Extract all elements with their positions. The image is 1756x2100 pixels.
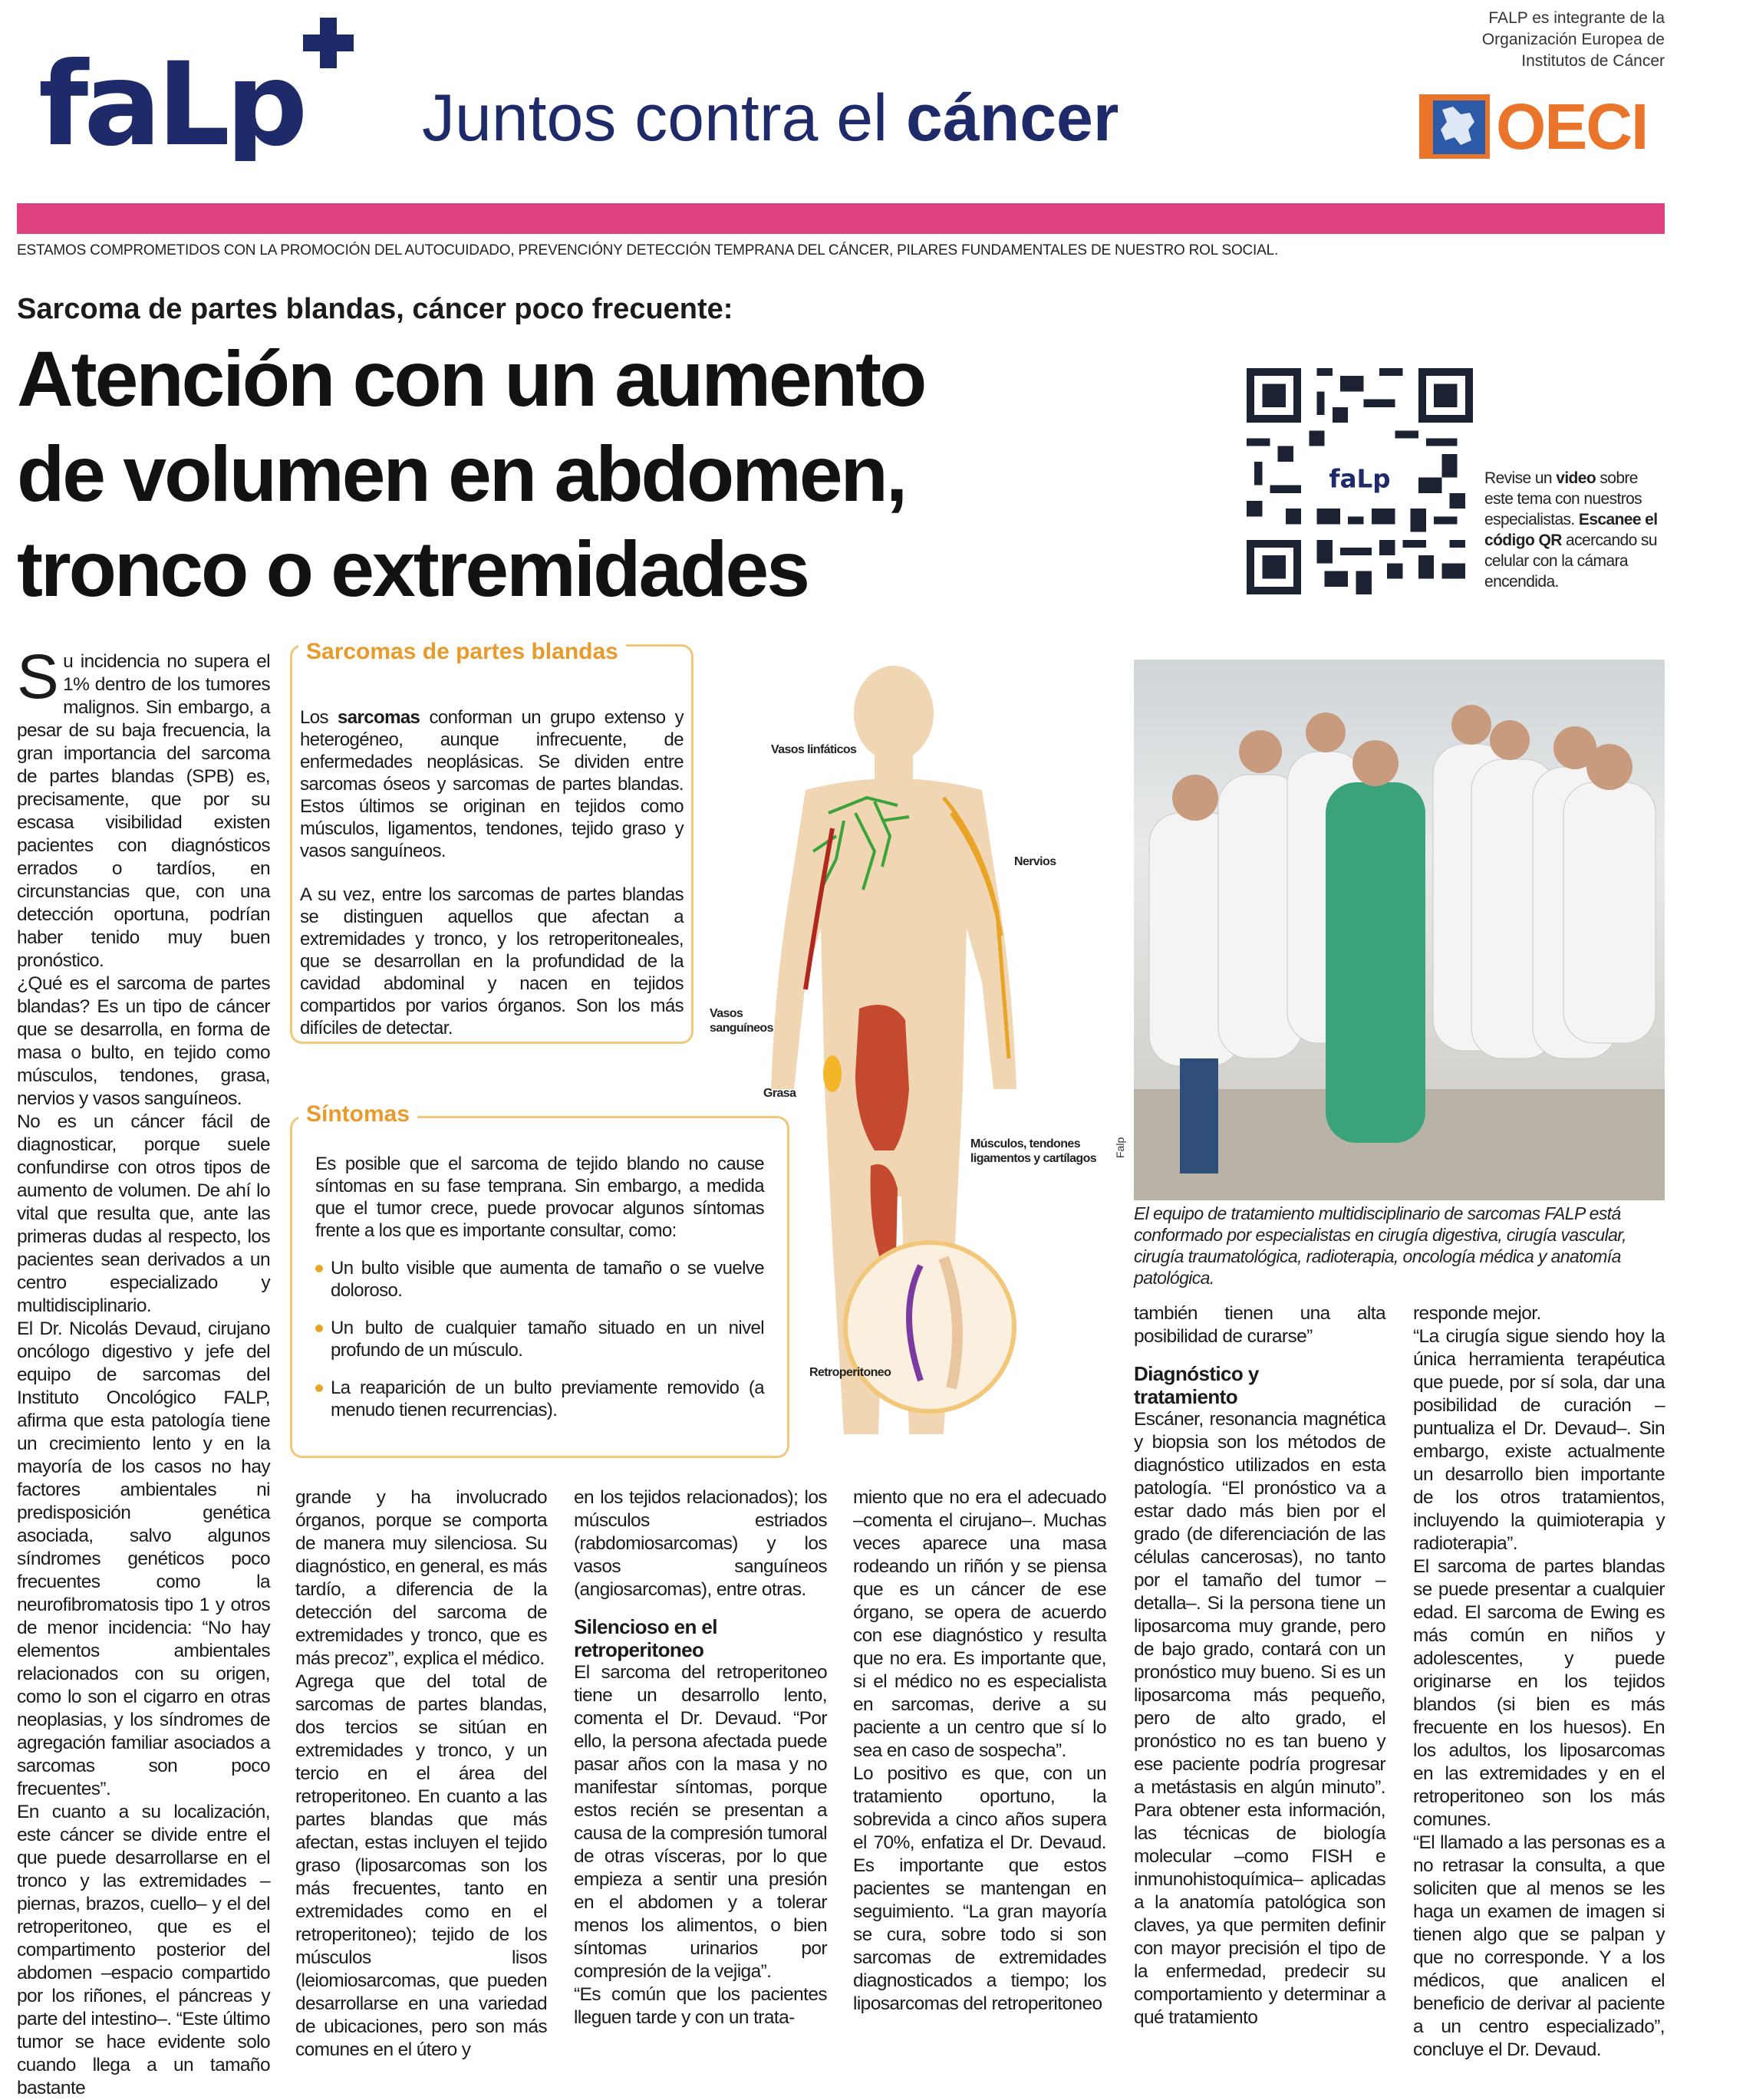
slogan-prefix: Juntos contra el	[422, 81, 888, 155]
col6-paragraph-2: “La cirugía sigue siendo hoy la única herramienta terapéutica que puede, por sí sola, dar una posibilidad de curación –puntualiza el Dr. Devaud–. Sin embargo, existe actualmente un desarrollo bien importante de los otros tratamientos, incluyendo la quimioterapia y radioterapia”.	[1413, 1326, 1665, 1554]
col4-paragraph-1: miento que no era el adecuado –comenta el cirujano–. Muchas veces aparece una masa rodeando un riñón y se piensa que es un cáncer de ese órgano, se opera de acuerdo con ese diagnóstico y resulta que no era. Es importante que, si el médico no es especialista en sarcomas, derive a su paciente a un centro que sí lo sea en caso de sospecha”.	[853, 1487, 1106, 1761]
qr-text-video: video	[1556, 469, 1596, 487]
column-5	[1134, 1302, 1385, 2029]
col3-paragraph-3: “Es común que los pacientes lleguen tarde y con un trata-	[574, 1984, 827, 2028]
kicker: Sarcoma de partes blandas, cáncer poco frecuente:	[17, 293, 733, 325]
team-photo-image	[1134, 660, 1665, 1200]
box1-paragraph-1	[300, 706, 684, 862]
symptom-text-1: Un bulto visible que aumenta de tamaño o se vuelve doloroso.	[331, 1258, 764, 1301]
col1-p1-text: u incidencia no supera el 1% dentro de los tumores malignos. Sin embargo, a pesar de su baja frecuencia, la gran importancia del sarcoma de partes blandas (SPB) es, precisamente, que por su escasa visibilidad existen pacientes con diagnósticos errados o tardíos, en circunstancias que, con una detección oportuna, podrían haber tenido muy buen pronóstico.	[17, 651, 270, 971]
symptom-text-3: La reaparición de un bulto previamente removido (a menudo tienen recurrencias).	[331, 1378, 764, 1420]
photo-credit: Falp	[1114, 1137, 1126, 1158]
col3-paragraph-1: en los tejidos relacionados); los músculos estriados (rabdomiosarcomas) y los vasos sanguíneos (angiosarcomas), entre otras.	[574, 1487, 827, 1600]
qr-text-3: Escanee el código QR	[1484, 511, 1658, 549]
col6-paragraph-1: responde mejor.	[1413, 1303, 1541, 1324]
col1-paragraph-5: En cuanto a su localización, este cáncer se divide entre el que puede desarrollarse en el tronco y las extremidades –piernas, brazos, cuello– y el del retroperitoneo, que es el compartimento posterior del abdomen –espacio compartido por los riñones, el páncreas y parte del intestino–. “Este último tumor se hace evidente solo cuando llega a un tamaño bastante	[17, 1802, 270, 2098]
qr-instructions	[1484, 468, 1669, 592]
team-photo	[1134, 660, 1665, 1200]
slogan-bold: cáncer	[906, 81, 1119, 155]
box1-p1-post: conforman un grupo extenso y heterogéneo, aunque infrecuente, de enfermedades neoplásicas. Se dividen entre sarcomas óseos y sarcomas de partes blandas. Estos últimos se originan en tejidos como músculos, ligamentos, tendones, tejido graso y vasos sanguíneos.	[300, 707, 684, 861]
qr-text-1: Revise un	[1484, 469, 1552, 487]
label-nervios: Nervios	[1014, 855, 1056, 868]
qr-text-2: sobre este tema con nuestros especialistas.	[1484, 469, 1642, 528]
column-1	[17, 642, 270, 2100]
bullet-dot-icon	[315, 1265, 323, 1272]
bullet-dot-icon	[315, 1325, 323, 1332]
col5-subhead: Diagnóstico y tratamiento	[1134, 1362, 1259, 1408]
box1-title: Sarcomas de partes blandas	[298, 639, 626, 665]
qr-text-4: acercando su celular con la cámara encendida.	[1484, 532, 1657, 591]
body-illustration	[690, 660, 1120, 1480]
label-musculos: Músculos, tendones ligamentos y cartílagos	[970, 1137, 1097, 1165]
col5-paragraph-2: Escáner, resonancia magnética y biopsia son los métodos de diagnóstico utilizados en esta patología. “El pronóstico va a estar dado más bien por el grado (de diferenciación de las células cancerosas), no tanto por el tamaño del tumor –detalla–. Si la persona tiene un liposarcoma muy grande, pero de bajo grado, contará con un pronóstico muy bueno. Si es un liposarcoma más pequeño, pero de alto grado, el pronóstico no es tan bueno y ese paciente podría progresar a metástasis en algún minuto”. Para obtener esta información, las técnicas de biología molecular –como FISH e inmunohistoquímica– aplicadas a la anatomía patológica son claves, ya que permiten definir con mayor precisión el tipo de la enfermedad, predecir su comportamiento y determinar a qué tratamiento	[1134, 1409, 1385, 2028]
col3-paragraph-2: El sarcoma del retroperitoneo tiene un desarrollo lento, comenta el Dr. Devaud. “Por ello, la persona afectada puede pasar años con la masa y no manifestar síntomas, porque estos recién se presentan a causa de la compresión tumoral de otras vísceras, por lo que empieza a sentir una presión en el abdomen y a tolerar menos los alimentos, o bien síntomas urinarios por compresión de la vejiga”.	[574, 1662, 827, 1982]
col2-paragraph-1: grande y ha involucrado órganos, porque se comporta de manera muy silenciosa. Su diagnóstico, en general, es más tardío, a diferencia de la detección del sarcoma de extremidades y tronco, que es más precoz”, explica el médico.	[295, 1487, 547, 1669]
oeci-logo	[1419, 92, 1665, 161]
col6-paragraph-4: “El llamado a las personas es a no retrasar la consulta, a que soliciten que al menos se les haga un examen de imagen si tienen algo que se palpan y que no corresponde. Y a los médicos, que analicen el beneficio de derivar al paciente a un centro especializado”, concluye el Dr. Devaud.	[1413, 1832, 1665, 2060]
oeci-europe-icon	[1419, 94, 1490, 159]
col3-subhead: Silencioso en el retroperitoneo	[574, 1615, 717, 1661]
column-4	[853, 1486, 1106, 2016]
column-6	[1413, 1302, 1665, 2062]
col1-paragraph-4: El Dr. Nicolás Devaud, cirujano oncólogo digestivo y jefe del equipo de sarcomas del Instituto Oncológico FALP, afirma que esta patología tiene un crecimiento lento y en la mayoría de los casos no hay factores ambientales ni predisposición genética asociada, salvo algunos síndromes genéticos poco frecuentes como la neurofibromatosis tipo 1 y otros de menor incidencia: “No hay elementos ambientales relacionados con su origen, como lo son el cigarro en otras neoplasias, y los síndromes de agregación familiar asociados a sarcomas son poco frecuentes”.	[17, 1318, 270, 1799]
svg-text:faLp: faLp	[38, 38, 304, 161]
oeci-note: FALP es integrante de la Organización Europea de Institutos de Cáncer	[1481, 9, 1665, 70]
slogan	[422, 81, 1119, 156]
box1-text	[300, 706, 684, 1039]
photo-caption: El equipo de tratamiento multidisciplinario de sarcomas FALP está conformado por especialistas en cirugía digestiva, cirugía vascular, cirugía traumatológica, radioterapia, oncología médica y anatomía patológica.	[1134, 1203, 1626, 1288]
label-grasa: Grasa	[763, 1087, 796, 1100]
col6-paragraph-3: El sarcoma de partes blandas se puede presentar a cualquier edad. El sarcoma de Ewing es más común en niños y adolescentes, y puede originarse en los tejidos blandos (si bien es más frecuente en los huesos). En los adultos, los liposarcomas en las extremidades y en el retroperitoneo son los más comunes.	[1413, 1556, 1665, 1830]
tagline: ESTAMOS COMPROMETIDOS CON LA PROMOCIÓN DEL AUTOCUIDADO, PREVENCIÓNY DETECCIÓN TEMPRANA DEL CÁNCER, PILARES FUNDAMENTALES DE NUESTRO ROL SOCIAL.	[17, 242, 1279, 258]
headline: Atención con un aumento de volumen en abdomen, tronco o extremidades	[17, 335, 925, 613]
falp-cross-icon	[38, 8, 399, 161]
box2-title: Síntomas	[298, 1101, 417, 1127]
fat-tissue	[823, 1055, 842, 1092]
qr-code-icon	[1247, 368, 1473, 594]
infographic-box-sarcomas	[290, 639, 694, 1044]
pink-divider	[17, 203, 1665, 234]
svg-text:faLp: faLp	[1329, 464, 1391, 494]
label-vasos-sanguineos: Vasos sanguíneos	[710, 1007, 773, 1035]
col2-paragraph-2: Agrega que del total de sarcomas de partes blandas, dos tercios se sitúan en extremidades y tronco, y un tercio en el área del retroperitoneo. En cuanto a las partes blandas que más afectan, estas incluyen el tejido graso (liposarcomas son los más frecuentes, tanto en extremidades como en el retroperitoneo); tejido de los músculos lisos (leiomiosarcomas, que pueden desarrollarse en una variedad de ubicaciones, pero son más comunes en el útero y	[295, 1671, 547, 2060]
bullet-dot-icon	[315, 1384, 323, 1392]
column-3	[574, 1486, 827, 2029]
col1-paragraph-2: ¿Qué es el sarcoma de partes blandas? Es un tipo de cáncer que se desarrolla, en forma de masa o bulto, en tejido como músculos, tendones, grasa, nervios y vasos sanguíneos.	[17, 973, 270, 1109]
box1-p1-bold: sarcomas	[338, 707, 420, 728]
box1-paragraph-2: A su vez, entre los sarcomas de partes blandas se distinguen aquellos que afectan a extremidades y tronco, y los retroperitoneales, que se desarrollan en la profundidad de la cavidad abdominal y nacen en tejidos compartidos por varios órganos. Son los más difíciles de detectar.	[300, 884, 684, 1038]
falp-logo	[38, 8, 399, 161]
box2-intro: Es posible que el sarcoma de tejido blando no cause síntomas en su fase temprana. Sin embargo, a medida que el tumor crece, puede provocar algunos síntomas frente a los que es importante consultar, como:	[315, 1154, 764, 1241]
col5-paragraph-1: también tienen una alta posibilidad de curarse”	[1134, 1303, 1385, 1347]
oeci-logo-text: OECI	[1496, 90, 1648, 163]
retroperitoneum-detail	[845, 1243, 1014, 1411]
col4-paragraph-2: Lo positivo es que, con un tratamiento oportuno, la sobrevida a cinco años supera el 70%, enfatiza el Dr. Devaud. Es importante que estos pacientes se mantengan en seguimiento. “La gran mayoría se cura, sobre todo si son sarcomas de extremidades diagnosticados a tiempo; los liposarcomas del retroperitoneo	[853, 1763, 1106, 2014]
label-vasos-linfaticos: Vasos linfáticos	[771, 743, 857, 756]
qr-code[interactable]	[1247, 368, 1473, 594]
label-retroperitoneo: Retroperitoneo	[809, 1366, 891, 1379]
box1-p1-pre: Los	[300, 707, 328, 728]
symptom-text-2: Un bulto de cualquier tamaño situado en un nivel profundo de un músculo.	[331, 1318, 764, 1361]
col1-paragraph-1	[17, 642, 270, 973]
drop-cap: S	[17, 642, 59, 712]
col1-paragraph-3: No es un cáncer fácil de diagnosticar, porque suele confundirse con otros tipos de aumento de volumen. De ahí lo vital que resulta que, ante las primeras dudas al respecto, los pacientes sean derivados a un centro especializado y multidisciplinario.	[17, 1111, 270, 1316]
column-2	[295, 1486, 547, 2062]
